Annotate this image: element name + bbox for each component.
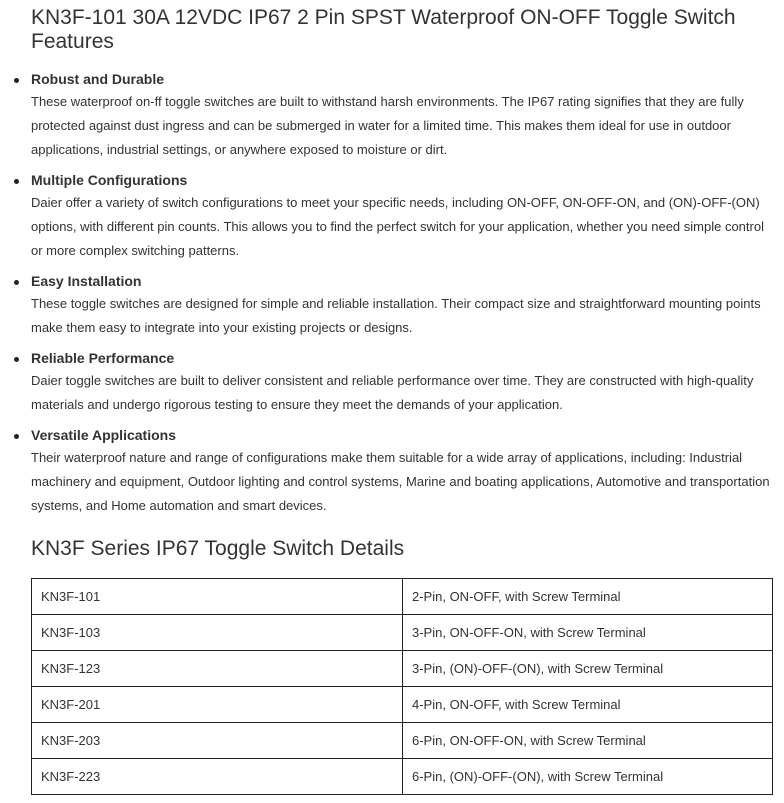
details-title: KN3F Series IP67 Toggle Switch Details xyxy=(31,537,405,560)
details-table xyxy=(31,578,773,795)
feature-item xyxy=(31,426,776,518)
feature-title: Reliable Performance xyxy=(31,350,175,366)
description-cell: 6-Pin, (ON)-OFF-(ON), with Screw Terminal xyxy=(403,759,773,795)
feature-title: Multiple Configurations xyxy=(31,172,188,188)
feature-item xyxy=(31,171,776,263)
model-cell: KN3F-101 xyxy=(32,579,403,615)
model-cell: KN3F-103 xyxy=(32,615,403,651)
table-row xyxy=(32,579,773,615)
feature-text: Daier offer a variety of switch configurations to meet your specific needs, including ON-OFF, ON-OFF-ON, and (ON)-OFF-(ON) options, with different pin counts. This allows you to find the perfect switch for your application, whether you need simple control or more complex switching patterns. xyxy=(31,195,764,258)
page-title: KN3F-101 30A 12VDC IP67 2 Pin SPST Waterproof ON-OFF Toggle Switch Features xyxy=(31,6,736,53)
table-row xyxy=(32,723,773,759)
model-cell: KN3F-203 xyxy=(32,723,403,759)
table-row xyxy=(32,651,773,687)
bullet-icon xyxy=(14,280,19,285)
table-row xyxy=(32,615,773,651)
features-list xyxy=(31,70,776,518)
description-cell: 4-Pin, ON-OFF, with Screw Terminal xyxy=(403,687,773,723)
description-cell: 3-Pin, ON-OFF-ON, with Screw Terminal xyxy=(403,615,773,651)
model-cell: KN3F-123 xyxy=(32,651,403,687)
feature-item xyxy=(31,70,776,162)
feature-title: Versatile Applications xyxy=(31,427,176,443)
table-row xyxy=(32,759,773,795)
feature-text: These toggle switches are designed for simple and reliable installation. Their compact size and straightforward mounting points make them easy to integrate into your existing projects or designs. xyxy=(31,296,761,335)
feature-title: Easy Installation xyxy=(31,273,142,289)
bullet-icon xyxy=(14,78,19,83)
model-cell: KN3F-223 xyxy=(32,759,403,795)
bullet-icon xyxy=(14,357,19,362)
table-row xyxy=(32,687,773,723)
feature-text: Their waterproof nature and range of configurations make them suitable for a wide array of applications, including: Industrial machinery and equipment, Outdoor lighting and control systems, Marine and boating applications, Automotive and transportation systems, and Home automation and smart devices. xyxy=(31,450,770,513)
description-cell: 3-Pin, (ON)-OFF-(ON), with Screw Terminal xyxy=(403,651,773,687)
bullet-icon xyxy=(14,434,19,439)
feature-text: Daier toggle switches are built to deliver consistent and reliable performance over time. They are constructed with high-quality materials and undergo rigorous testing to ensure they meet the demands of your application. xyxy=(31,373,754,412)
feature-item xyxy=(31,272,776,340)
bullet-icon xyxy=(14,179,19,184)
model-cell: KN3F-201 xyxy=(32,687,403,723)
description-cell: 2-Pin, ON-OFF, with Screw Terminal xyxy=(403,579,773,615)
feature-item xyxy=(31,349,776,417)
feature-text: These waterproof on-ff toggle switches are built to withstand harsh environments. The IP67 rating signifies that they are fully protected against dust ingress and can be submerged in water for a limited time. This makes them ideal for use in outdoor applications, industrial settings, or anywhere exposed to moisture or dirt. xyxy=(31,94,744,157)
feature-title: Robust and Durable xyxy=(31,71,165,87)
description-cell: 6-Pin, ON-OFF-ON, with Screw Terminal xyxy=(403,723,773,759)
